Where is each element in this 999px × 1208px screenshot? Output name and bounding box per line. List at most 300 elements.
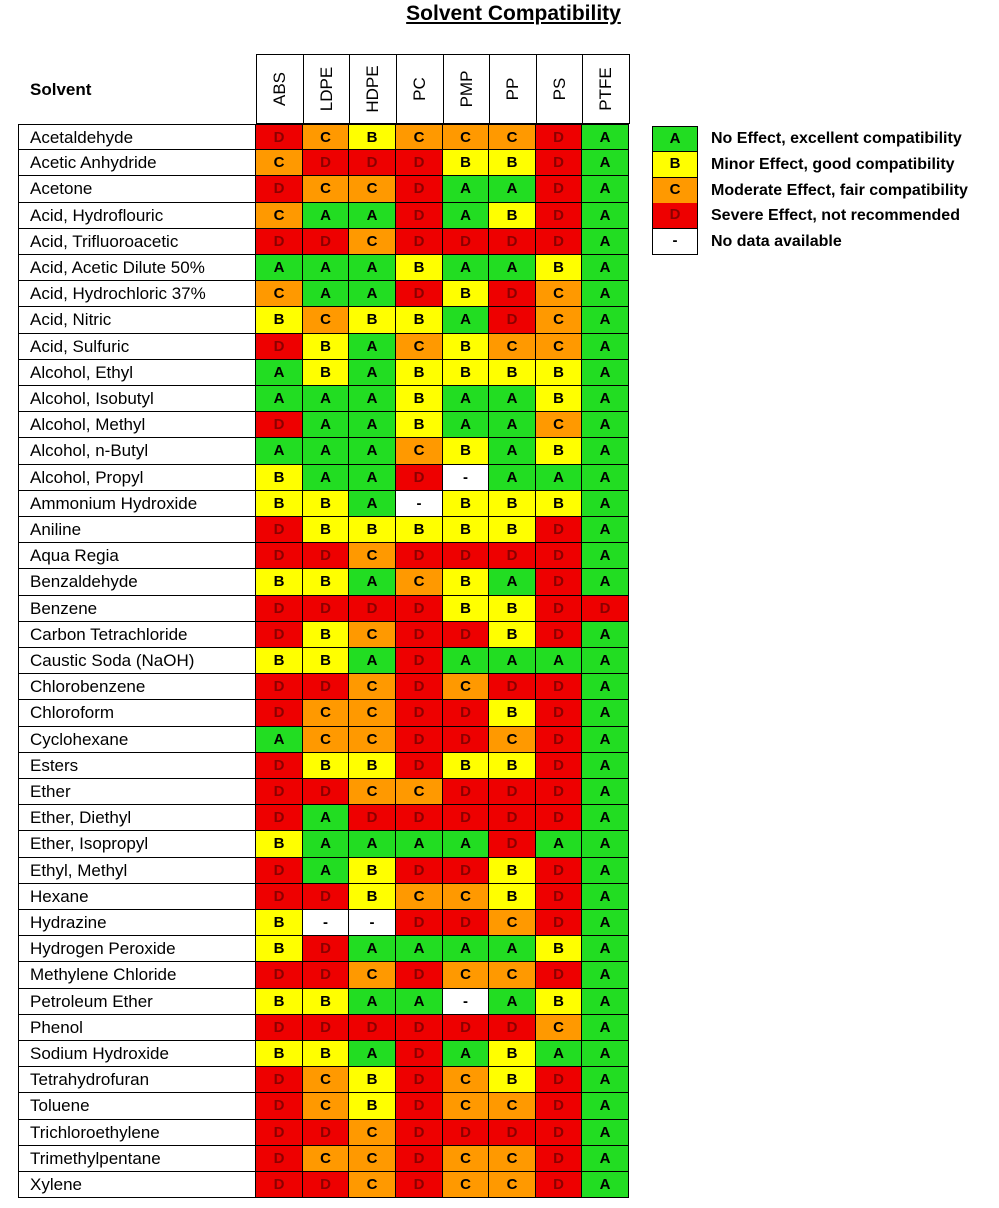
rating-cell: B [256, 831, 303, 857]
rating-cell: C [396, 884, 443, 910]
rating-cell: B [303, 569, 349, 595]
rating-cell: B [349, 858, 396, 884]
rating-cell: B [256, 465, 303, 491]
rating-cell: B [256, 936, 303, 962]
rating-cell: A [536, 831, 582, 857]
rating-cell: D [256, 517, 303, 543]
rating-cell: A [489, 412, 536, 438]
column-header-label: PMP [456, 70, 476, 108]
rating-cell: C [303, 700, 349, 726]
rating-cell: C [489, 1146, 536, 1172]
rating-cell: A [256, 255, 303, 281]
rating-cell: D [536, 203, 582, 229]
rating-cell: C [489, 1172, 536, 1198]
column-header-label: LDPE [316, 66, 336, 112]
rating-cell: C [349, 1172, 396, 1198]
column-header-hdpe [349, 54, 397, 124]
rating-cell: C [396, 569, 443, 595]
rating-cell: C [349, 674, 396, 700]
rating-cell: B [349, 124, 396, 150]
rating-cell: A [582, 150, 629, 176]
rating-cell: D [303, 962, 349, 988]
rating-cell: C [303, 124, 349, 150]
solvent-name: Ethyl, Methyl [18, 858, 256, 884]
rating-cell: D [256, 805, 303, 831]
column-header-pmp [443, 54, 490, 124]
rating-cell: B [489, 884, 536, 910]
rating-cell: C [349, 229, 396, 255]
rating-cell: D [443, 910, 489, 936]
rating-cell: B [489, 150, 536, 176]
rating-cell: B [489, 700, 536, 726]
rating-cell: A [489, 465, 536, 491]
rating-cell: A [582, 124, 629, 150]
solvent-name: Alcohol, Ethyl [18, 360, 256, 386]
rating-cell: A [489, 438, 536, 464]
solvent-name: Tetrahydrofuran [18, 1067, 256, 1093]
rating-cell: D [349, 805, 396, 831]
solvent-name: Trimethylpentane [18, 1146, 256, 1172]
rating-cell: A [582, 360, 629, 386]
rating-cell: A [582, 569, 629, 595]
rating-cell: A [582, 307, 629, 333]
legend-label: No Effect, excellent compatibility [711, 130, 962, 147]
rating-cell: D [396, 281, 443, 307]
rating-cell: A [303, 203, 349, 229]
rating-cell: D [303, 596, 349, 622]
rating-cell: C [536, 334, 582, 360]
rating-cell: A [582, 229, 629, 255]
rating-cell: D [396, 150, 443, 176]
rating-cell: B [303, 334, 349, 360]
rating-cell: A [443, 1041, 489, 1067]
rating-cell: B [489, 1067, 536, 1093]
rating-cell: A [303, 858, 349, 884]
column-header-ps [536, 54, 583, 124]
rating-cell: B [443, 360, 489, 386]
column-header-label: PTFE [596, 67, 615, 111]
rating-cell: B [349, 1093, 396, 1119]
rating-cell: D [349, 596, 396, 622]
column-header-label: PS [549, 77, 569, 101]
rating-cell: D [443, 1015, 489, 1041]
rating-cell: C [536, 1015, 582, 1041]
rating-cell: A [582, 831, 629, 857]
rating-cell: A [489, 176, 536, 202]
rating-cell: D [303, 543, 349, 569]
rating-cell: A [582, 1015, 629, 1041]
rating-cell: B [303, 517, 349, 543]
rating-cell: D [536, 596, 582, 622]
rating-cell: D [303, 150, 349, 176]
rating-cell: B [443, 596, 489, 622]
rating-cell: D [303, 936, 349, 962]
rating-cell: D [443, 700, 489, 726]
rating-cell: C [349, 700, 396, 726]
solvent-name: Acid, Nitric [18, 307, 256, 333]
rating-cell: A [443, 203, 489, 229]
rating-cell: C [396, 779, 443, 805]
rating-cell: D [582, 596, 629, 622]
column-header-ptfe [582, 54, 630, 124]
solvent-name: Ammonium Hydroxide [18, 491, 256, 517]
rating-cell: A [256, 727, 303, 753]
rating-cell: C [396, 438, 443, 464]
solvent-name: Aniline [18, 517, 256, 543]
solvent-name: Trichloroethylene [18, 1120, 256, 1146]
rating-cell: A [582, 674, 629, 700]
legend-label: Minor Effect, good compatibility [711, 155, 955, 173]
solvent-name: Alcohol, n-Butyl [18, 438, 256, 464]
rating-cell: A [349, 438, 396, 464]
rating-cell: A [349, 281, 396, 307]
rating-cell: - [349, 910, 396, 936]
rating-cell: B [303, 989, 349, 1015]
rating-cell: D [536, 622, 582, 648]
rating-cell: A [349, 936, 396, 962]
rating-cell: D [536, 753, 582, 779]
rating-cell: C [303, 1093, 349, 1119]
rating-cell: C [443, 1093, 489, 1119]
rating-cell: A [349, 1041, 396, 1067]
rating-cell: A [349, 360, 396, 386]
rating-cell: C [443, 884, 489, 910]
rating-cell: A [582, 255, 629, 281]
rating-cell: D [536, 229, 582, 255]
rating-cell: D [536, 674, 582, 700]
rating-cell: D [396, 622, 443, 648]
rating-cell: A [303, 386, 349, 412]
rating-cell: A [489, 569, 536, 595]
rating-cell: A [349, 203, 396, 229]
solvent-name: Ether, Diethyl [18, 805, 256, 831]
rating-cell: D [396, 1120, 443, 1146]
rating-cell: D [303, 229, 349, 255]
rating-cell: C [443, 124, 489, 150]
rating-cell: C [349, 1120, 396, 1146]
rating-cell: B [256, 491, 303, 517]
rating-cell: D [256, 622, 303, 648]
rating-cell: A [303, 805, 349, 831]
rating-cell: D [396, 1015, 443, 1041]
rating-cell: D [443, 779, 489, 805]
rating-cell: A [443, 831, 489, 857]
rating-cell: D [536, 805, 582, 831]
rating-cell: B [536, 936, 582, 962]
rating-cell: D [396, 700, 443, 726]
rating-cell: D [396, 674, 443, 700]
rating-cell: B [489, 858, 536, 884]
legend-label: Moderate Effect, fair compatibility [711, 181, 968, 199]
rating-cell: D [396, 465, 443, 491]
rating-cell: A [582, 465, 629, 491]
rating-cell: B [443, 517, 489, 543]
solvent-name: Chloroform [18, 700, 256, 726]
rating-cell: C [256, 203, 303, 229]
rating-cell: C [256, 150, 303, 176]
rating-cell: C [303, 1146, 349, 1172]
rating-cell: B [536, 360, 582, 386]
rating-cell: D [489, 674, 536, 700]
rating-cell: D [536, 779, 582, 805]
solvent-name: Acetaldehyde [18, 124, 256, 150]
solvent-name: Alcohol, Propyl [18, 465, 256, 491]
rating-cell: D [536, 858, 582, 884]
rating-cell: D [256, 334, 303, 360]
rating-cell: D [256, 1120, 303, 1146]
rating-cell: A [443, 648, 489, 674]
rating-cell: D [536, 176, 582, 202]
rating-cell: D [396, 1146, 443, 1172]
solvent-name: Alcohol, Methyl [18, 412, 256, 438]
solvent-column-header: Solvent [30, 80, 92, 99]
solvent-name: Hexane [18, 884, 256, 910]
solvent-name: Petroleum Ether [18, 989, 256, 1015]
rating-cell: B [256, 648, 303, 674]
column-header-label: HDPE [363, 65, 382, 113]
rating-cell: A [303, 831, 349, 857]
rating-cell: C [489, 962, 536, 988]
rating-cell: A [582, 1041, 629, 1067]
rating-cell: C [443, 674, 489, 700]
rating-cell: A [536, 1041, 582, 1067]
solvent-name: Caustic Soda (NaOH) [18, 648, 256, 674]
rating-cell: B [396, 255, 443, 281]
rating-cell: A [582, 727, 629, 753]
solvent-name: Toluene [18, 1093, 256, 1119]
rating-cell: C [443, 962, 489, 988]
legend-label: Severe Effect, not recommended [711, 207, 960, 225]
rating-cell: B [443, 569, 489, 595]
rating-cell: A [256, 360, 303, 386]
rating-cell: D [256, 884, 303, 910]
solvent-name: Ether [18, 779, 256, 805]
rating-cell: A [582, 779, 629, 805]
rating-cell: A [303, 281, 349, 307]
rating-cell: C [489, 334, 536, 360]
rating-cell: C [303, 727, 349, 753]
rating-cell: D [443, 727, 489, 753]
rating-cell: A [489, 648, 536, 674]
rating-cell: A [582, 386, 629, 412]
rating-cell: C [536, 412, 582, 438]
rating-cell: D [536, 150, 582, 176]
rating-cell: A [443, 307, 489, 333]
rating-cell: A [582, 412, 629, 438]
rating-cell: D [536, 727, 582, 753]
rating-cell: D [256, 1172, 303, 1198]
rating-cell: C [303, 1067, 349, 1093]
rating-cell: A [256, 386, 303, 412]
legend-label: No data available [711, 233, 842, 251]
rating-cell: D [256, 596, 303, 622]
rating-cell: C [256, 281, 303, 307]
rating-cell: C [303, 176, 349, 202]
rating-cell: D [256, 412, 303, 438]
rating-cell: A [349, 334, 396, 360]
rating-cell: B [349, 307, 396, 333]
rating-cell: D [489, 281, 536, 307]
solvent-name: Hydrogen Peroxide [18, 936, 256, 962]
rating-cell: B [443, 281, 489, 307]
rating-cell: A [582, 700, 629, 726]
rating-cell: D [536, 700, 582, 726]
rating-cell: B [303, 622, 349, 648]
rating-cell: D [396, 910, 443, 936]
rating-cell: D [256, 962, 303, 988]
rating-cell: C [396, 334, 443, 360]
rating-cell: D [396, 805, 443, 831]
rating-cell: A [582, 753, 629, 779]
rating-cell: B [396, 360, 443, 386]
rating-cell: A [303, 255, 349, 281]
rating-cell: C [536, 307, 582, 333]
rating-cell: B [443, 438, 489, 464]
rating-cell: B [349, 1067, 396, 1093]
rating-cell: A [443, 412, 489, 438]
rating-cell: A [256, 438, 303, 464]
solvent-name: Acid, Hydrochloric 37% [18, 281, 256, 307]
rating-cell: C [349, 962, 396, 988]
solvent-name: Carbon Tetrachloride [18, 622, 256, 648]
rating-cell: D [396, 858, 443, 884]
rating-cell: D [536, 517, 582, 543]
rating-cell: D [396, 1067, 443, 1093]
rating-cell: A [582, 884, 629, 910]
rating-cell: D [303, 674, 349, 700]
column-header-label: PC [410, 77, 429, 101]
solvent-name: Acid, Acetic Dilute 50% [18, 255, 256, 281]
solvent-name: Acid, Hydroflouric [18, 203, 256, 229]
rating-cell: D [303, 1172, 349, 1198]
rating-cell: A [396, 831, 443, 857]
solvent-name: Alcohol, Isobutyl [18, 386, 256, 412]
rating-cell: C [349, 622, 396, 648]
rating-cell: C [489, 124, 536, 150]
rating-cell: A [582, 176, 629, 202]
rating-cell: A [536, 648, 582, 674]
rating-cell: D [489, 831, 536, 857]
rating-cell: - [303, 910, 349, 936]
rating-cell: B [536, 989, 582, 1015]
rating-cell: A [489, 255, 536, 281]
rating-cell: D [396, 176, 443, 202]
rating-cell: B [489, 203, 536, 229]
rating-cell: D [443, 858, 489, 884]
rating-cell: A [582, 910, 629, 936]
rating-cell: A [489, 386, 536, 412]
rating-cell: C [349, 176, 396, 202]
rating-cell: B [536, 255, 582, 281]
rating-cell: A [582, 1146, 629, 1172]
rating-cell: D [396, 753, 443, 779]
rating-cell: D [536, 962, 582, 988]
rating-cell: C [396, 124, 443, 150]
rating-cell: A [349, 831, 396, 857]
rating-cell: D [443, 1120, 489, 1146]
rating-cell: D [536, 1172, 582, 1198]
solvent-name: Ether, Isopropyl [18, 831, 256, 857]
rating-cell: C [443, 1172, 489, 1198]
rating-cell: D [489, 307, 536, 333]
rating-cell: A [349, 569, 396, 595]
column-header-label: ABS [270, 71, 289, 107]
rating-cell: D [396, 1093, 443, 1119]
rating-cell: D [536, 124, 582, 150]
rating-cell: D [536, 1093, 582, 1119]
rating-cell: B [303, 753, 349, 779]
rating-cell: B [349, 517, 396, 543]
rating-cell: B [536, 491, 582, 517]
rating-cell: C [349, 543, 396, 569]
rating-cell: B [489, 491, 536, 517]
rating-cell: D [536, 543, 582, 569]
rating-cell: A [489, 989, 536, 1015]
rating-cell: A [349, 386, 396, 412]
rating-cell: A [303, 465, 349, 491]
rating-cell: D [396, 1172, 443, 1198]
column-header-ldpe [303, 54, 350, 124]
rating-cell: D [489, 779, 536, 805]
rating-cell: D [536, 884, 582, 910]
rating-cell: D [443, 805, 489, 831]
rating-cell: D [536, 1146, 582, 1172]
rating-cell: A [582, 1120, 629, 1146]
rating-cell: - [443, 465, 489, 491]
solvent-name: Acid, Trifluoroacetic [18, 229, 256, 255]
rating-cell: B [489, 360, 536, 386]
rating-cell: A [303, 438, 349, 464]
rating-cell: A [582, 1093, 629, 1119]
column-header-label: PP [503, 77, 522, 101]
rating-cell: D [536, 569, 582, 595]
rating-cell: B [489, 517, 536, 543]
rating-cell: D [256, 543, 303, 569]
rating-cell: C [443, 1067, 489, 1093]
solvent-name: Benzaldehyde [18, 569, 256, 595]
rating-cell: D [256, 858, 303, 884]
rating-cell: D [536, 1067, 582, 1093]
rating-cell: A [349, 648, 396, 674]
rating-cell: B [443, 753, 489, 779]
rating-cell: B [489, 753, 536, 779]
rating-cell: C [489, 727, 536, 753]
rating-cell: B [536, 438, 582, 464]
rating-cell: B [303, 491, 349, 517]
rating-cell: B [443, 150, 489, 176]
rating-cell: A [396, 989, 443, 1015]
rating-cell: D [303, 1015, 349, 1041]
rating-cell: A [582, 491, 629, 517]
rating-cell: A [582, 438, 629, 464]
rating-cell: - [396, 491, 443, 517]
rating-cell: B [396, 386, 443, 412]
rating-cell: A [582, 936, 629, 962]
rating-cell: A [536, 465, 582, 491]
rating-cell: B [489, 622, 536, 648]
rating-cell: A [582, 543, 629, 569]
rating-cell: D [489, 229, 536, 255]
rating-cell: C [536, 281, 582, 307]
rating-cell: C [443, 1146, 489, 1172]
rating-cell: D [396, 203, 443, 229]
rating-cell: B [256, 989, 303, 1015]
rating-cell: D [489, 805, 536, 831]
rating-cell: A [349, 491, 396, 517]
legend-swatch: B [652, 152, 698, 178]
rating-cell: A [303, 412, 349, 438]
rating-cell: A [443, 255, 489, 281]
